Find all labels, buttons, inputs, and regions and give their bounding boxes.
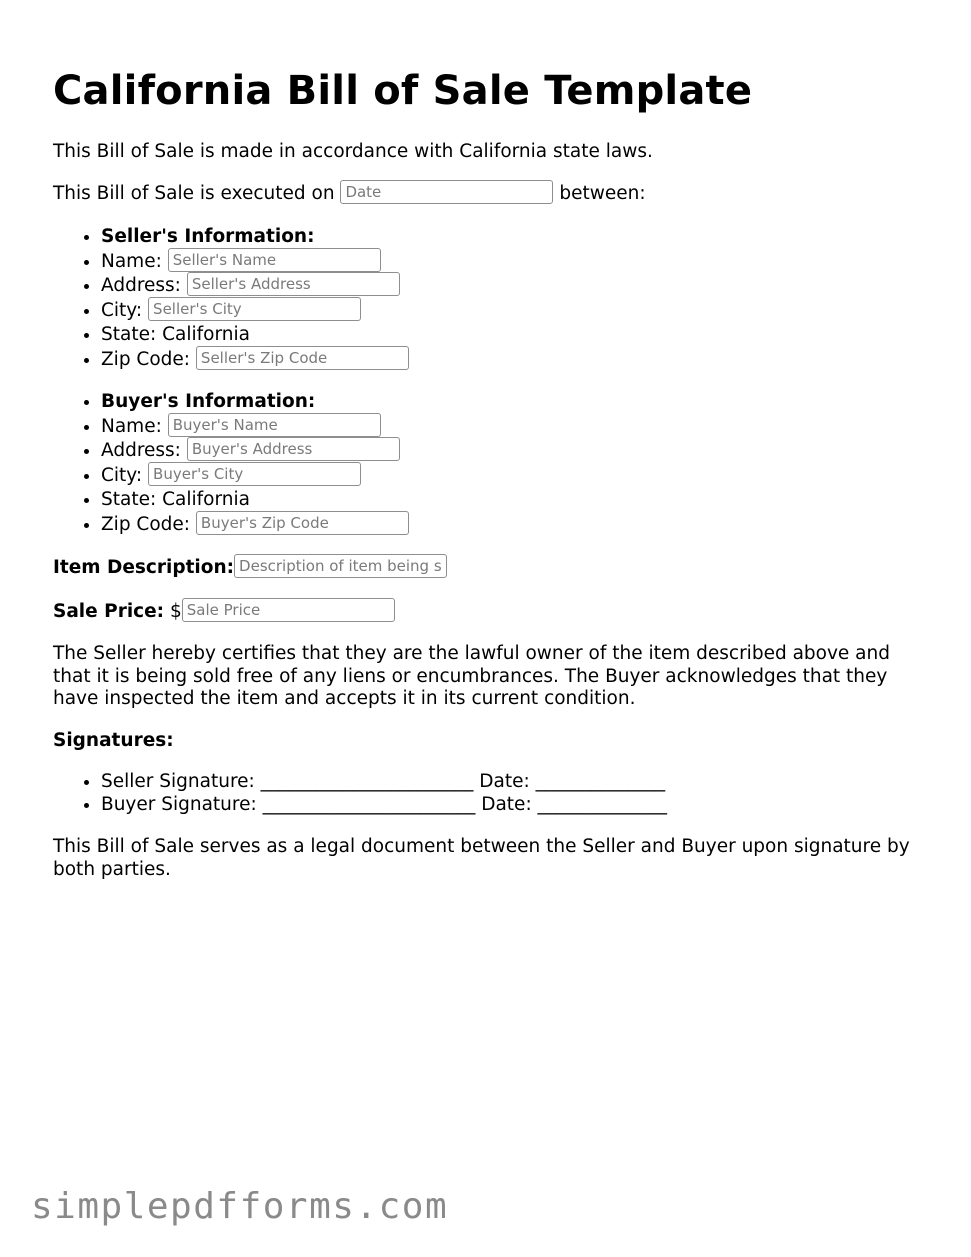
- seller-state-item: • State: California: [101, 323, 409, 348]
- currency-symbol: $: [169, 601, 182, 622]
- seller-heading: • Seller's Information:: [101, 225, 409, 250]
- buyer-state-item: • State: California: [101, 488, 409, 513]
- signatures-heading: Signatures:: [53, 730, 174, 751]
- buyer-info-list: [53, 390, 409, 537]
- seller-info-list: [53, 225, 409, 372]
- sale-price-input[interactable]: [182, 598, 395, 622]
- buyer-zip-item: [101, 513, 409, 538]
- certification-paragraph: The Seller hereby certifies that they are the lawful owner of the item described above and that it is being sold free of any liens or encumbrances. The Buyer acknowledges that they have inspected the item and accepts it in its current condition.: [53, 643, 890, 709]
- buyer-address-label: Address:: [101, 440, 181, 461]
- buyer-name-label: Name:: [101, 415, 162, 437]
- date-input[interactable]: [340, 180, 553, 204]
- seller-city-input[interactable]: [148, 297, 361, 321]
- buyer-name-item: [101, 415, 409, 440]
- buyer-signature-line: • Buyer Signature: _______________________ Date: ______________: [101, 794, 667, 817]
- seller-signature-line: • Seller Signature: _______________________ Date: ______________: [101, 771, 667, 794]
- item-description-label: Item Description:: [53, 557, 235, 578]
- item-description-row: [53, 556, 447, 580]
- seller-name-label: Name:: [101, 250, 162, 272]
- seller-zip-input[interactable]: [196, 346, 409, 370]
- seller-city-label: City:: [101, 299, 143, 321]
- seller-city-item: [101, 299, 409, 324]
- buyer-name-input[interactable]: [168, 413, 381, 437]
- buyer-address-item: [101, 439, 409, 464]
- seller-address-input[interactable]: [187, 272, 400, 296]
- watermark-text: simplepdfforms.com: [31, 1186, 449, 1227]
- buyer-city-label: City:: [101, 464, 143, 486]
- sale-price-label: Sale Price:: [53, 601, 165, 622]
- page-title: California Bill of Sale Template: [53, 68, 753, 114]
- signature-list: [53, 771, 667, 816]
- buyer-zip-label: Zip Code:: [101, 513, 191, 535]
- seller-name-input[interactable]: [168, 248, 381, 272]
- execution-line: [53, 182, 646, 206]
- buyer-heading: • Buyer's Information:: [101, 390, 409, 415]
- seller-zip-label: Zip Code:: [101, 348, 191, 370]
- execution-prefix: This Bill of Sale is executed on: [53, 183, 335, 204]
- item-description-input[interactable]: [234, 554, 447, 578]
- seller-address-item: [101, 274, 409, 299]
- seller-name-item: [101, 250, 409, 275]
- execution-suffix: between:: [559, 183, 646, 204]
- buyer-address-input[interactable]: [187, 437, 400, 461]
- intro-text: This Bill of Sale is made in accordance with California state laws.: [53, 141, 653, 162]
- buyer-city-input[interactable]: [148, 462, 361, 486]
- seller-address-label: Address:: [101, 275, 181, 296]
- buyer-city-item: [101, 464, 409, 489]
- buyer-zip-input[interactable]: [196, 511, 409, 535]
- seller-zip-item: [101, 348, 409, 373]
- closing-paragraph: This Bill of Sale serves as a legal document between the Seller and Buyer upon signature by both parties.: [53, 836, 910, 880]
- sale-price-row: [53, 600, 395, 624]
